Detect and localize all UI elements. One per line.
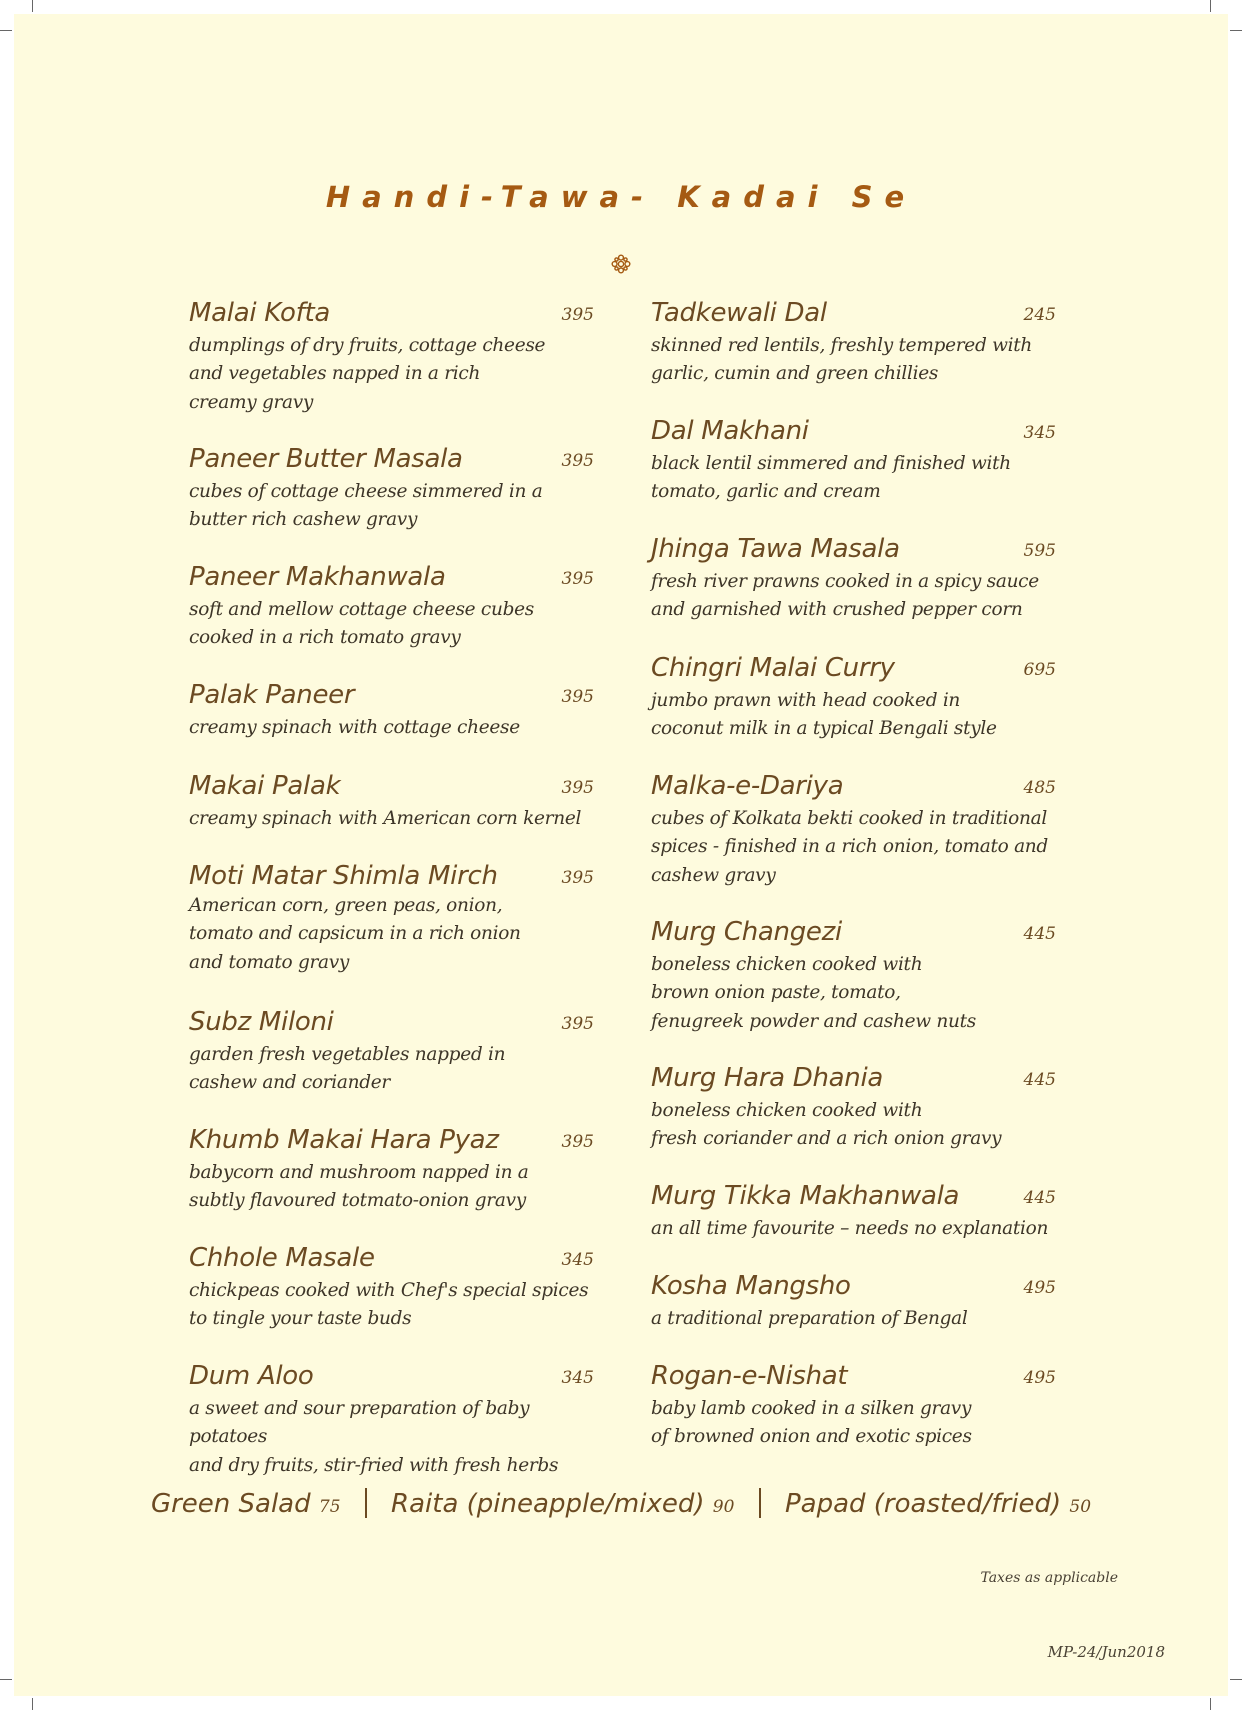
dish-name: Kosha Mangsho: [651, 1271, 851, 1301]
dish-description: chickpeas cooked with Chef's special spices to tingle your taste buds: [189, 1280, 589, 1330]
crop-mark: [1210, 0, 1211, 12]
dish-name: Murg Hara Dhania: [651, 1063, 884, 1093]
dish-price: 395: [561, 687, 594, 707]
extra-price: 75: [318, 1497, 341, 1517]
dish-name: Paneer Makhanwala: [189, 562, 446, 592]
extra-price: 90: [712, 1497, 735, 1517]
dish-description: a traditional preparation of Bengal: [651, 1308, 968, 1329]
dish-price: 445: [1023, 1188, 1056, 1208]
dish-description: a sweet and sour preparation of baby potatoes and dry fruits, stir-fried with fresh herbs: [189, 1398, 559, 1476]
crop-mark: [0, 1679, 12, 1680]
dish-description: baby lamb cooked in a silken gravy of browned onion and exotic spices: [651, 1398, 972, 1448]
dish-name: Murg Tikka Makhanwala: [651, 1181, 960, 1211]
dish-price: 395: [561, 569, 594, 589]
menu-title: Handi-Tawa- Kadai Se: [325, 180, 917, 214]
dish-description: babycorn and mushroom napped in a subtly flavoured totmato-onion gravy: [189, 1162, 529, 1212]
dish-description: creamy spinach with cottage cheese: [189, 717, 520, 738]
crop-mark: [32, 1698, 33, 1710]
divider: [759, 1488, 761, 1518]
dish-name: Chingri Malai Curry: [651, 653, 895, 683]
dish-price: 395: [561, 1132, 594, 1152]
dish-description: soft and mellow cottage cheese cubes cooked in a rich tomato gravy: [189, 599, 534, 649]
dish-price: 395: [561, 868, 594, 888]
extra-price: 50: [1069, 1497, 1092, 1517]
dish-name: Khumb Makai Hara Pyaz: [189, 1125, 499, 1155]
extra-name: Papad (roasted/fried): [784, 1489, 1062, 1519]
dish-description: skinned red lentils, freshly tempered with garlic, cumin and green chillies: [651, 335, 1032, 385]
dish-price: 395: [561, 451, 594, 471]
dish-description: black lentil simmered and finished with tomato, garlic and cream: [651, 453, 1011, 503]
crop-mark: [32, 0, 33, 12]
dish-name: Makai Palak: [189, 771, 341, 801]
dish-price: 485: [1023, 778, 1056, 798]
dish-name: Rogan-e-Nishat: [651, 1361, 848, 1391]
dish-name: Malka-e-Dariya: [651, 771, 844, 801]
dish-name: Chhole Masale: [189, 1243, 375, 1273]
extra-name: Green Salad: [150, 1489, 311, 1519]
dish-price: 345: [561, 1368, 594, 1388]
dish-price: 345: [561, 1250, 594, 1270]
dish-price: 395: [561, 305, 594, 325]
taxes-note: Taxes as applicable: [980, 1570, 1118, 1586]
dish-name: Tadkewali Dal: [651, 298, 827, 328]
dish-description: fresh river prawns cooked in a spicy sauce and garnished with crushed pepper corn: [651, 571, 1039, 621]
accompaniments-row: [0, 1488, 1242, 1519]
dish-description: cubes of cottage cheese simmered in a butter rich cashew gravy: [189, 481, 543, 531]
dish-name: Jhinga Tawa Masala: [651, 534, 900, 564]
dish-description: American corn, green peas, onion, tomato and capsicum in a rich onion and tomato gravy: [189, 895, 521, 973]
crop-mark: [0, 30, 12, 31]
menu-code: MP-24/Jun2018: [1047, 1643, 1165, 1661]
dish-name: Paneer Butter Masala: [189, 444, 463, 474]
dish-description: jumbo prawn with head cooked in coconut milk in a typical Bengali style: [651, 690, 997, 740]
dish-name: Dum Aloo: [189, 1361, 314, 1391]
crop-mark: [1210, 1698, 1211, 1710]
dish-price: 445: [1023, 924, 1056, 944]
dish-price: 495: [1023, 1368, 1056, 1388]
crop-mark: [1230, 1679, 1242, 1680]
dish-description: boneless chicken cooked with brown onion paste, tomato, fenugreek powder and cashew nuts: [651, 954, 976, 1032]
dish-price: 395: [561, 778, 594, 798]
dish-name: Malai Kofta: [189, 298, 331, 328]
dish-name: Dal Makhani: [651, 416, 809, 446]
dish-price: 345: [1023, 423, 1056, 443]
dish-name: Murg Changezi: [651, 917, 842, 947]
flower-ornament-icon: [611, 254, 631, 274]
dish-price: 245: [1023, 305, 1056, 325]
divider: [365, 1488, 367, 1518]
dish-description: cubes of Kolkata bekti cooked in traditional spices - finished in a rich onion, tomato and cashew gravy: [651, 808, 1048, 886]
dish-price: 445: [1023, 1070, 1056, 1090]
dish-description: an all time favourite – needs no explanation: [651, 1218, 1049, 1239]
dish-description: boneless chicken cooked with fresh coriander and a rich onion gravy: [651, 1100, 1002, 1150]
dish-name: Subz Miloni: [189, 1007, 334, 1037]
dish-price: 695: [1023, 660, 1056, 680]
dish-name: Palak Paneer: [189, 680, 355, 710]
dish-name: Moti Matar Shimla Mirch: [189, 861, 498, 891]
dish-description: garden fresh vegetables napped in cashew and coriander: [189, 1044, 506, 1094]
extra-name: Raita (pineapple/mixed): [391, 1489, 705, 1519]
dish-price: 395: [561, 1014, 594, 1034]
crop-mark: [1230, 30, 1242, 31]
dish-price: 495: [1023, 1278, 1056, 1298]
dish-description: creamy spinach with American corn kernel: [189, 808, 582, 829]
dish-price: 595: [1023, 541, 1056, 561]
dish-description: dumplings of dry fruits, cottage cheese and vegetables napped in a rich creamy gravy: [189, 335, 546, 413]
